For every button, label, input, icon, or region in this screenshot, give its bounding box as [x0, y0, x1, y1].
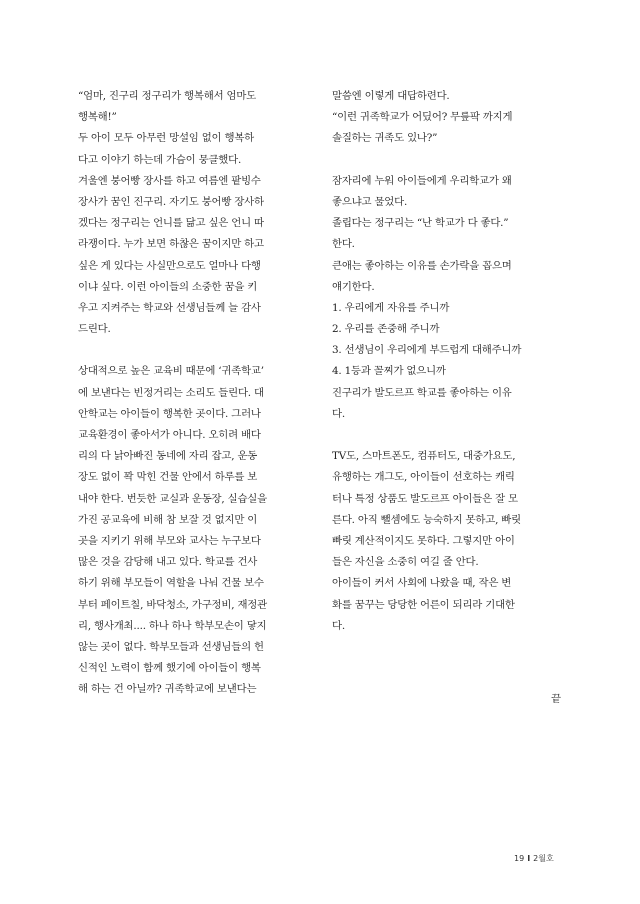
text-line: “엄마, 진구리 정구리가 행복해서 엄마도 [78, 90, 257, 102]
text-line: 에 보낸다는 빈정거리는 소리도 들린다. 대 [78, 386, 264, 399]
text-line [332, 150, 564, 171]
text-line: 4. 1등과 꼴찌가 없으니까 [332, 365, 446, 378]
text-line: 들은 자신을 소중히 여길 줄 안다. [332, 556, 479, 569]
text-line: 안학교는 아이들이 행복한 곳이다. 그러나 [78, 407, 261, 420]
text-line: 아이들이 커서 사회에 나왔을 때, 작은 변 [332, 577, 512, 590]
issue-label: 2월호 [533, 854, 554, 863]
text-line: 2. 우리를 존중해 주니까 [332, 323, 440, 336]
text-line: 겠다는 정구리는 언니를 닮고 싶은 언니 따 [78, 217, 264, 230]
text-line: 행복해!” [78, 111, 117, 124]
text-line [332, 425, 564, 446]
text-line: 않는 곳이 없다. 학부모들과 선생님들의 헌 [78, 640, 264, 653]
left-column [78, 86, 310, 700]
text-line: 우고 지켜주는 학교와 선생님들께 늘 감사 [78, 301, 261, 314]
text-line: 리, 행사개최.... 하나 하나 학부모손이 닿지 [78, 619, 267, 632]
text-line: 많은 것을 감당해 내고 있다. 학교를 건사 [78, 556, 258, 569]
right-column [332, 86, 564, 637]
text-line: 화를 꿈꾸는 당당한 어른이 되리라 기대한 [332, 598, 515, 611]
text-line: 잠자리에 누워 아이들에게 우리학교가 왜 [332, 174, 512, 187]
text-line: 큰애는 좋아하는 이유를 손가락을 꼽으며 [332, 259, 512, 272]
text-line: 진구리가 발도르프 학교를 좋아하는 이유 [332, 386, 512, 399]
text-line: TV도, 스마트폰도, 컴퓨터도, 대중가요도, [332, 450, 516, 463]
page-footer [514, 854, 554, 864]
text-line: 솔질하는 귀족도 있나?” [332, 132, 438, 145]
text-line: 얘기한다. [332, 280, 375, 293]
text-line: 상대적으로 높은 교육비 때문에 ‘귀족학교’ [78, 365, 264, 378]
text-line: 1. 우리에게 자유를 주니까 [332, 301, 450, 314]
text-line: 가진 공교육에 비해 참 보잘 것 없지만 이 [78, 513, 258, 526]
footer-separator: I [527, 854, 531, 863]
text-line: 빠릿 계산적이지도 못하다. 그렇지만 아이 [332, 534, 515, 547]
text-line: 교육환경이 좋아서가 아니다. 오히려 배다 [78, 429, 261, 441]
text-line: 이냐 싶다. 이런 아이들의 소중한 꿈을 키 [78, 280, 258, 293]
text-line: 라쟁이다. 누가 보면 하찮은 꿈이지만 하고 [78, 238, 264, 251]
text-line: 장도 없이 꽉 막힌 건물 안에서 하루를 보 [78, 471, 258, 484]
text-line: 부터 페이트칠, 바닥청소, 가구정비, 재정관 [78, 598, 267, 611]
text-line: 졸립다는 정구리는 “난 학교가 다 좋다.” [332, 217, 509, 230]
text-line: 른다. 아직 뺄셈에도 능숙하지 못하고, 빠릿 [332, 513, 521, 526]
text-line: 겨울엔 붕어빵 장사를 하고 여름엔 팥빙수 [78, 174, 261, 187]
text-line: 다. [332, 407, 345, 420]
text-line: 내야 한다. 번듯한 교실과 운동장, 실습실을 [78, 492, 267, 505]
text-line: 좋으냐고 물었다. [332, 195, 408, 208]
text-line: 한다. [332, 238, 355, 251]
text-line: 유행하는 개그도, 아이들이 선호하는 캐릭 [332, 471, 515, 484]
text-line: 3. 선생님이 우리에게 부드럽게 대해주니까 [332, 344, 522, 357]
text-line: “이런 귀족학교가 어딨어? 무릎팍 까지게 [332, 111, 513, 124]
text-line: 다. [332, 619, 345, 632]
text-line: 드린다. [78, 323, 111, 336]
text-line: 리의 다 낡아빠진 동네에 자리 잡고, 운동 [78, 450, 258, 463]
text-line: 다고 이야기 하는데 가슴이 뭉클했다. [78, 153, 242, 166]
text-line: 하기 위해 부모들이 역할을 나눠 건물 보수 [78, 577, 264, 590]
text-line [78, 340, 310, 361]
text-line: 신적인 노력이 함께 했기에 아이들이 행복 [78, 662, 261, 675]
text-line: 곳을 지키기 위해 부모와 교사는 누구보다 [78, 534, 261, 547]
text-line: 싶은 게 있다는 사실만으로도 얼마나 다행 [78, 259, 261, 272]
end-mark: 끝 [551, 693, 562, 705]
text-line: 터나 특정 상품도 발도르프 아이들은 잘 모 [332, 492, 518, 505]
text-line: 해 하는 건 아닐까? 귀족학교에 보낸다는 [78, 683, 257, 696]
text-line: 두 아이 모두 아무런 망설임 없이 행복하 [78, 132, 255, 145]
text-line: 장사가 꿈인 진구리. 자기도 붕어빵 장사하 [78, 195, 264, 208]
page-number: 19 [514, 854, 525, 863]
text-line: 말씀엔 이렇게 대답하련다. [332, 90, 450, 102]
